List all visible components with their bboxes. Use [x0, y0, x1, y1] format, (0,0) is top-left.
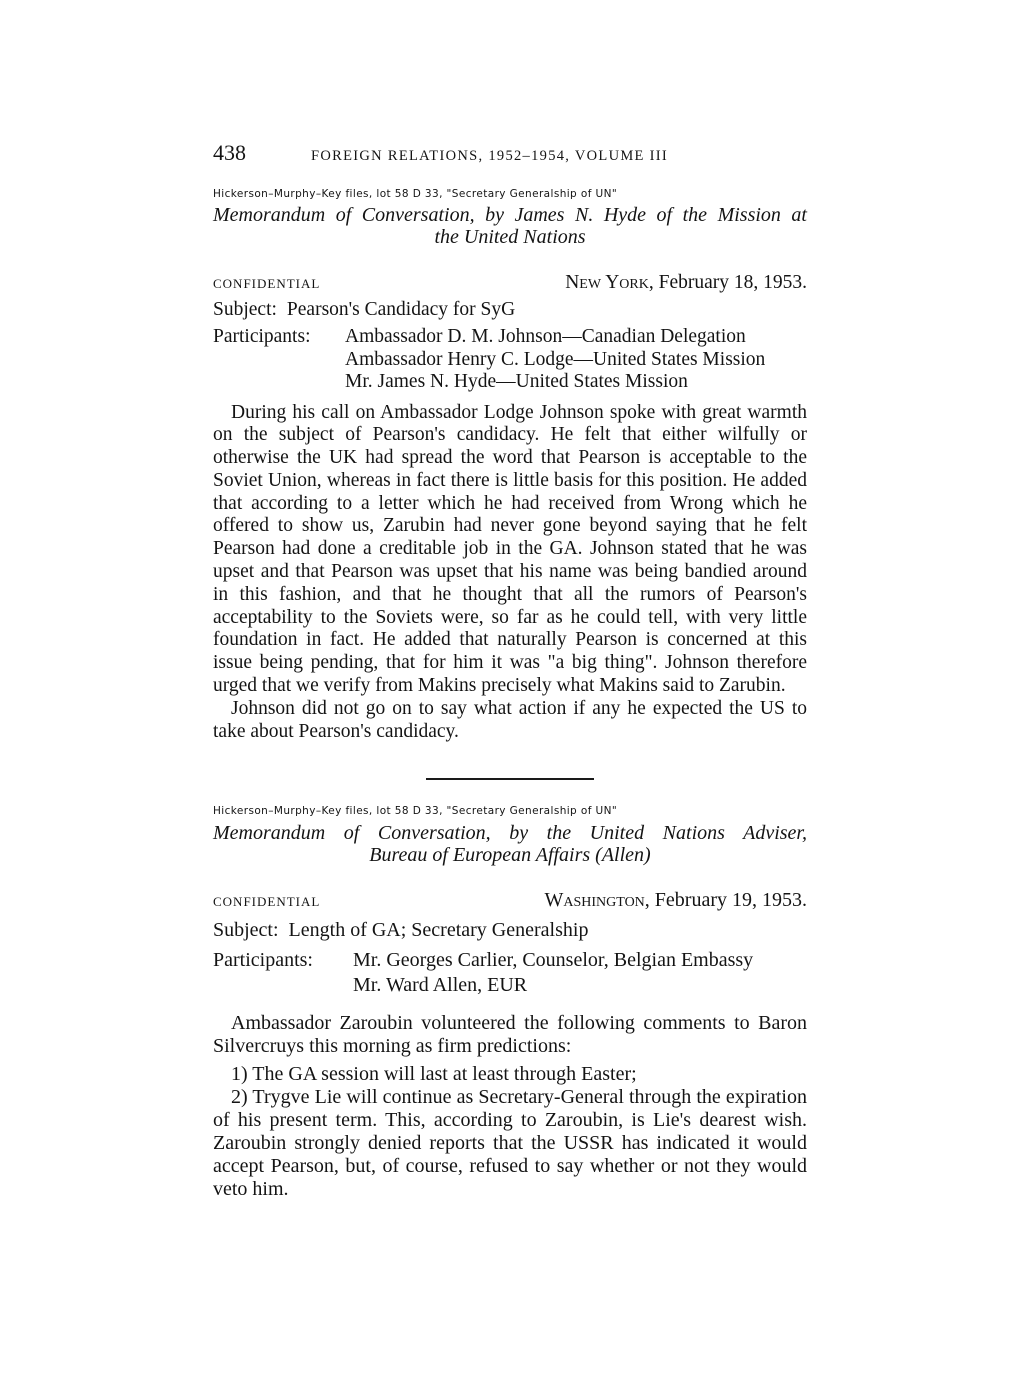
page-number: 438 — [213, 140, 246, 165]
place: New York — [565, 272, 649, 293]
place: Washington — [544, 889, 645, 912]
participant: Mr. Georges Carlier, Counselor, Belgian Embassy — [353, 949, 754, 972]
memo-title-line-1: Memorandum of Conversation, by the United Nations Adviser, — [213, 822, 807, 845]
participants-list — [345, 326, 765, 394]
participant: Mr. Ward Allen, EUR — [353, 974, 528, 997]
date: , February 18, 1953. — [648, 272, 807, 293]
participant: Mr. James N. Hyde—United States Mission — [345, 371, 688, 392]
classification-label: CONFIDENTIAL — [213, 894, 321, 910]
running-title: FOREIGN RELATIONS, 1952–1954, VOLUME III — [311, 148, 669, 164]
subject-text: Length of GA; Secretary Generalship — [288, 919, 589, 942]
subject-label: Subject: — [213, 919, 279, 942]
memo-1 — [213, 187, 807, 743]
section-divider — [426, 778, 594, 780]
participant: Ambassador Henry C. Lodge—United States Mission — [345, 348, 766, 370]
memo-body — [213, 1012, 807, 1058]
paragraph: Johnson did not go on to say what action if any he expected the US to take about Pearson's candidacy. — [213, 697, 807, 742]
participants-row — [213, 326, 807, 394]
source-note: Hickerson–Murphy–Key files, lot 58 D 33, "Secretary Generalship of UN" — [213, 188, 618, 200]
document-page — [213, 140, 807, 1201]
memo-title — [213, 204, 807, 248]
participants-list — [353, 948, 753, 998]
paragraph: During his call on Ambassador Lodge Johnson spoke with great warmth on the subject of Pearson's candidacy. He felt that either wilfully or otherwise the UK had spread the word that Pearson is acceptable to the Soviet Union, whereas in fact there is little basis for this position. He added that according to a letter which he had received from Wrong which he offered to show us, Zarubin had never gone beyond saying that he felt Pearson had done a creditable job in the GA. Johnson stated that he was upset and that Pearson was upset that his name was being bandied around in this fashion, and that he thought that all the rumors of Pearson's acceptability to the Soviets were, so far as he could tell, with very little foundation in fact. He added that naturally Pearson is concerned at this issue being pending, that for him it was "a big thing". Johnson therefore urged that we verify from Makins precisely what Makins said to Zarubin. — [213, 401, 807, 697]
dateline — [213, 889, 807, 912]
place-date — [545, 889, 808, 912]
running-head — [213, 140, 807, 170]
date: , February 19, 1953. — [644, 889, 807, 912]
classification-label: CONFIDENTIAL — [213, 276, 321, 291]
memo-2 — [213, 804, 807, 1201]
list-item: 1) The GA session will last at least through Easter; — [231, 1063, 637, 1086]
memo-title-line-2: the United Nations — [434, 226, 586, 248]
subject-label: Subject: — [213, 299, 277, 320]
participants-row — [213, 948, 807, 998]
place-date — [565, 272, 807, 294]
source-note: Hickerson–Murphy–Key files, lot 58 D 33, "Secretary Generalship of UN" — [213, 805, 618, 818]
memo-body — [213, 402, 807, 744]
subject-row — [213, 918, 807, 942]
memo-title-line-1: Memorandum of Conversation, by James N. Hyde of the Mission at — [213, 204, 807, 226]
predictions-list — [213, 1063, 807, 1201]
memo-title — [213, 822, 807, 866]
participants-label: Participants: — [213, 326, 311, 347]
participant: Ambassador D. M. Johnson—Canadian Delegation — [345, 326, 746, 347]
list-item: 2) Trygve Lie will continue as Secretary-General through the expiration of his present term. This, according to Zaroubin, is Lie's dearest wish. Zaroubin strongly denied reports that the USSR has indicated it would accept Pearson, but, of course, refused to say whether or not they would veto him. — [213, 1086, 807, 1201]
dateline — [213, 272, 807, 294]
memo-title-line-2: Bureau of European Affairs (Allen) — [369, 844, 651, 867]
subject-row — [213, 299, 807, 321]
paragraph: Ambassador Zaroubin volunteered the following comments to Baron Silvercruys this morning as firm predictions: — [213, 1012, 807, 1058]
subject-text: Pearson's Candidacy for SyG — [286, 299, 516, 320]
participants-label: Participants: — [213, 949, 313, 972]
